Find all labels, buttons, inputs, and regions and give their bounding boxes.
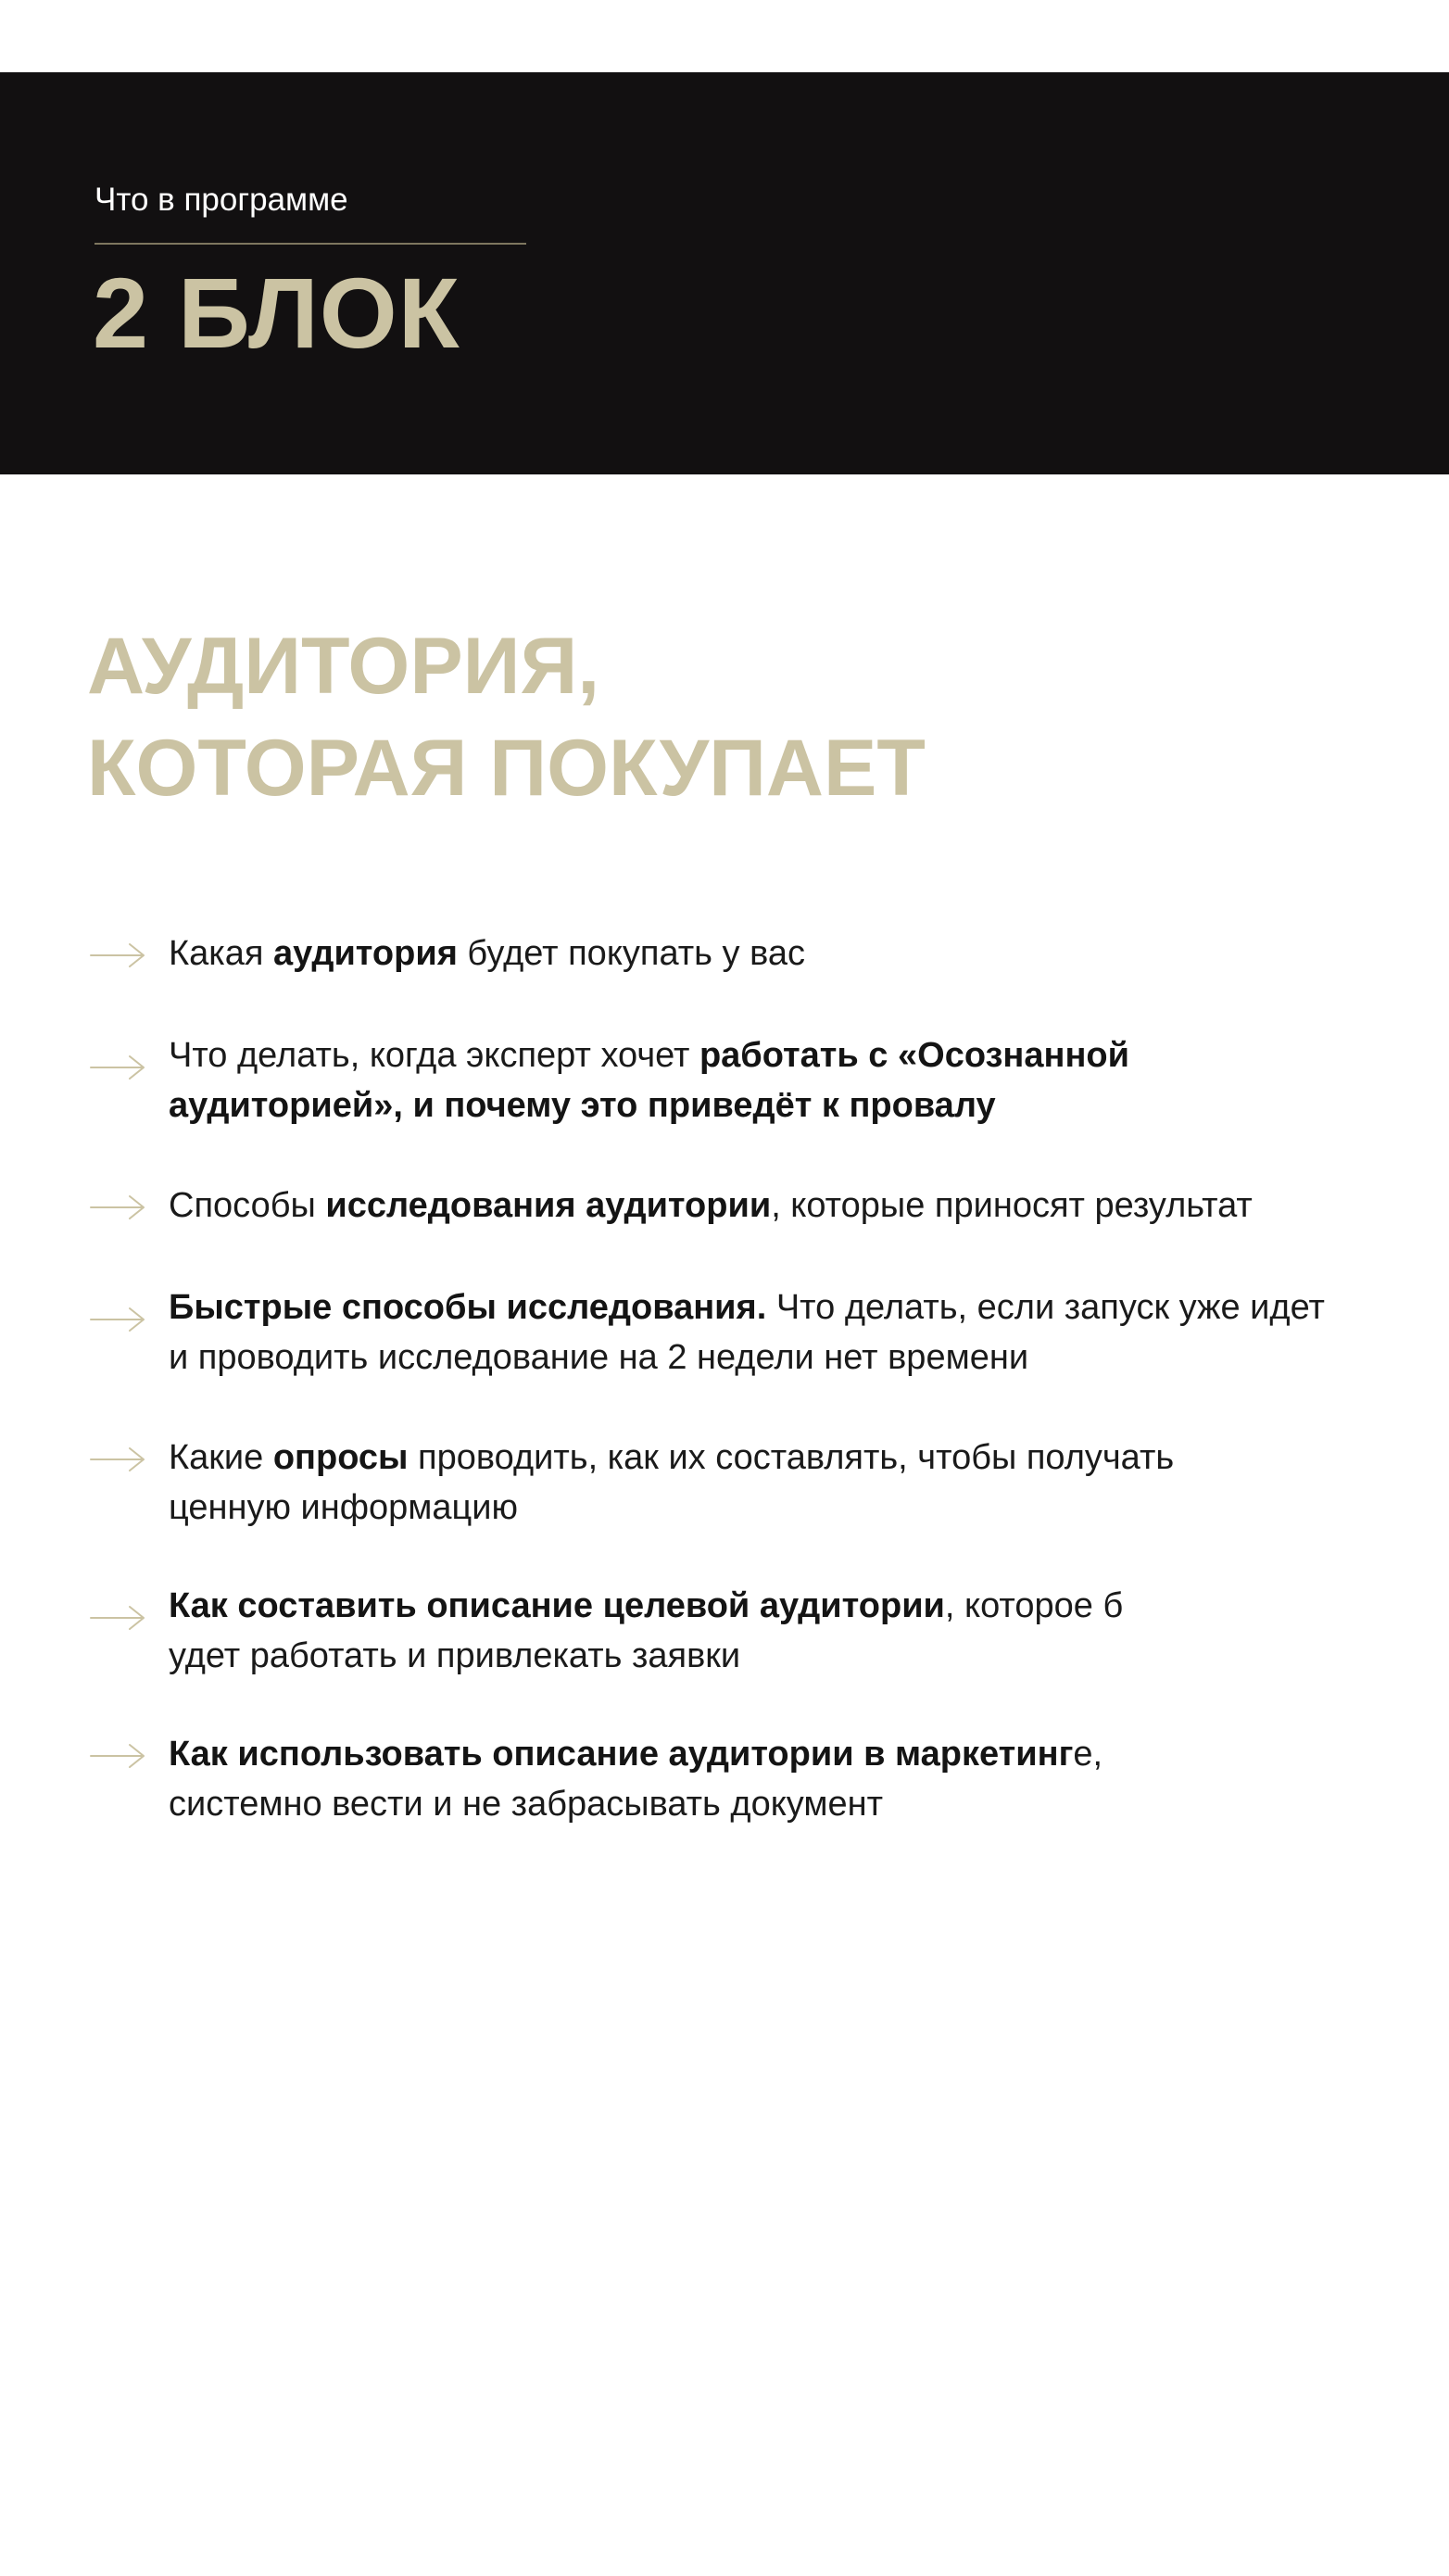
- arrow-right-icon: [89, 1446, 146, 1472]
- list-item-line: [169, 928, 1449, 979]
- hero-label: Что в программе: [94, 182, 348, 218]
- list-item-segment: , которые приносят результат: [771, 1186, 1253, 1225]
- arrow-right-icon: [89, 1743, 146, 1769]
- list-item-segment: будет покупать у вас: [457, 934, 805, 973]
- section-title-line-2: КОТОРАЯ ПОКУПАЕТ: [87, 724, 926, 813]
- hero-title: 2 БЛОК: [93, 257, 460, 369]
- list-item-line: [169, 1631, 1449, 1681]
- list-item-line: [169, 1030, 1449, 1080]
- list-item-bold-segment: аудиторией», и почему это приведёт к провалу: [169, 1086, 996, 1125]
- arrow-right-icon: [89, 1307, 146, 1332]
- list-item-segment: системно вести и не забрасывать документ: [169, 1785, 883, 1824]
- list-item-bold-segment: опросы: [272, 1438, 409, 1477]
- list-item-line: [169, 1433, 1449, 1483]
- list-item-bold-segment: Как использовать описание аудитории в маркетинг: [169, 1735, 1074, 1774]
- list-item-bold-segment: работать с «Осознанной: [699, 1036, 1129, 1075]
- list-item-segment: удет работать и привлекать заявки: [169, 1636, 741, 1675]
- list-item-segment: ценную информацию: [169, 1488, 518, 1527]
- list-item-line: [169, 1729, 1449, 1779]
- list-item-segment: , которое б: [944, 1586, 1124, 1625]
- list-item-segment: е,: [1073, 1735, 1103, 1774]
- list-item-segment: и проводить исследование на 2 недели нет времени: [169, 1338, 1029, 1377]
- list-item-text: [169, 1282, 1449, 1383]
- list-item-line: [169, 1080, 1449, 1130]
- list-item-segment: Какие: [169, 1438, 273, 1477]
- list-item-text: [169, 1030, 1449, 1130]
- list-item-line: [169, 1779, 1449, 1829]
- list-item-bold-segment: Быстрые способы исследования.: [169, 1288, 767, 1327]
- list-item-bold-segment: исследования аудитории: [325, 1186, 772, 1225]
- arrow-right-icon: [89, 1054, 146, 1080]
- section-title-line-1: АУДИТОРИЯ,: [87, 622, 600, 711]
- list-item-line: [169, 1181, 1449, 1231]
- list-item-text: [169, 1581, 1449, 1681]
- list-item-segment: Что делать, если запуск уже идет: [766, 1288, 1325, 1327]
- list-item-segment: проводить, как их составлять, чтобы получать: [408, 1438, 1175, 1477]
- section-title: [87, 615, 926, 819]
- list-item-text: [169, 1433, 1449, 1533]
- list-item-line: [169, 1282, 1449, 1332]
- arrow-right-icon: [89, 1605, 146, 1631]
- list-item-segment: Что делать, когда эксперт хочет: [169, 1036, 699, 1075]
- arrow-right-icon: [89, 942, 146, 968]
- list-item-segment: Какая: [169, 934, 273, 973]
- list-item-text: [169, 1181, 1449, 1231]
- arrow-right-icon: [89, 1194, 146, 1220]
- list-item-text: [169, 928, 1449, 979]
- list-item-bold-segment: Как составить описание целевой аудитории: [169, 1586, 945, 1625]
- list-item-line: [169, 1483, 1449, 1533]
- hero-divider: [94, 243, 526, 245]
- list-item-segment: Способы: [169, 1186, 326, 1225]
- list-item-text: [169, 1729, 1449, 1829]
- list-item-line: [169, 1581, 1449, 1631]
- list-item-line: [169, 1332, 1449, 1383]
- list-item-bold-segment: аудитория: [273, 934, 458, 973]
